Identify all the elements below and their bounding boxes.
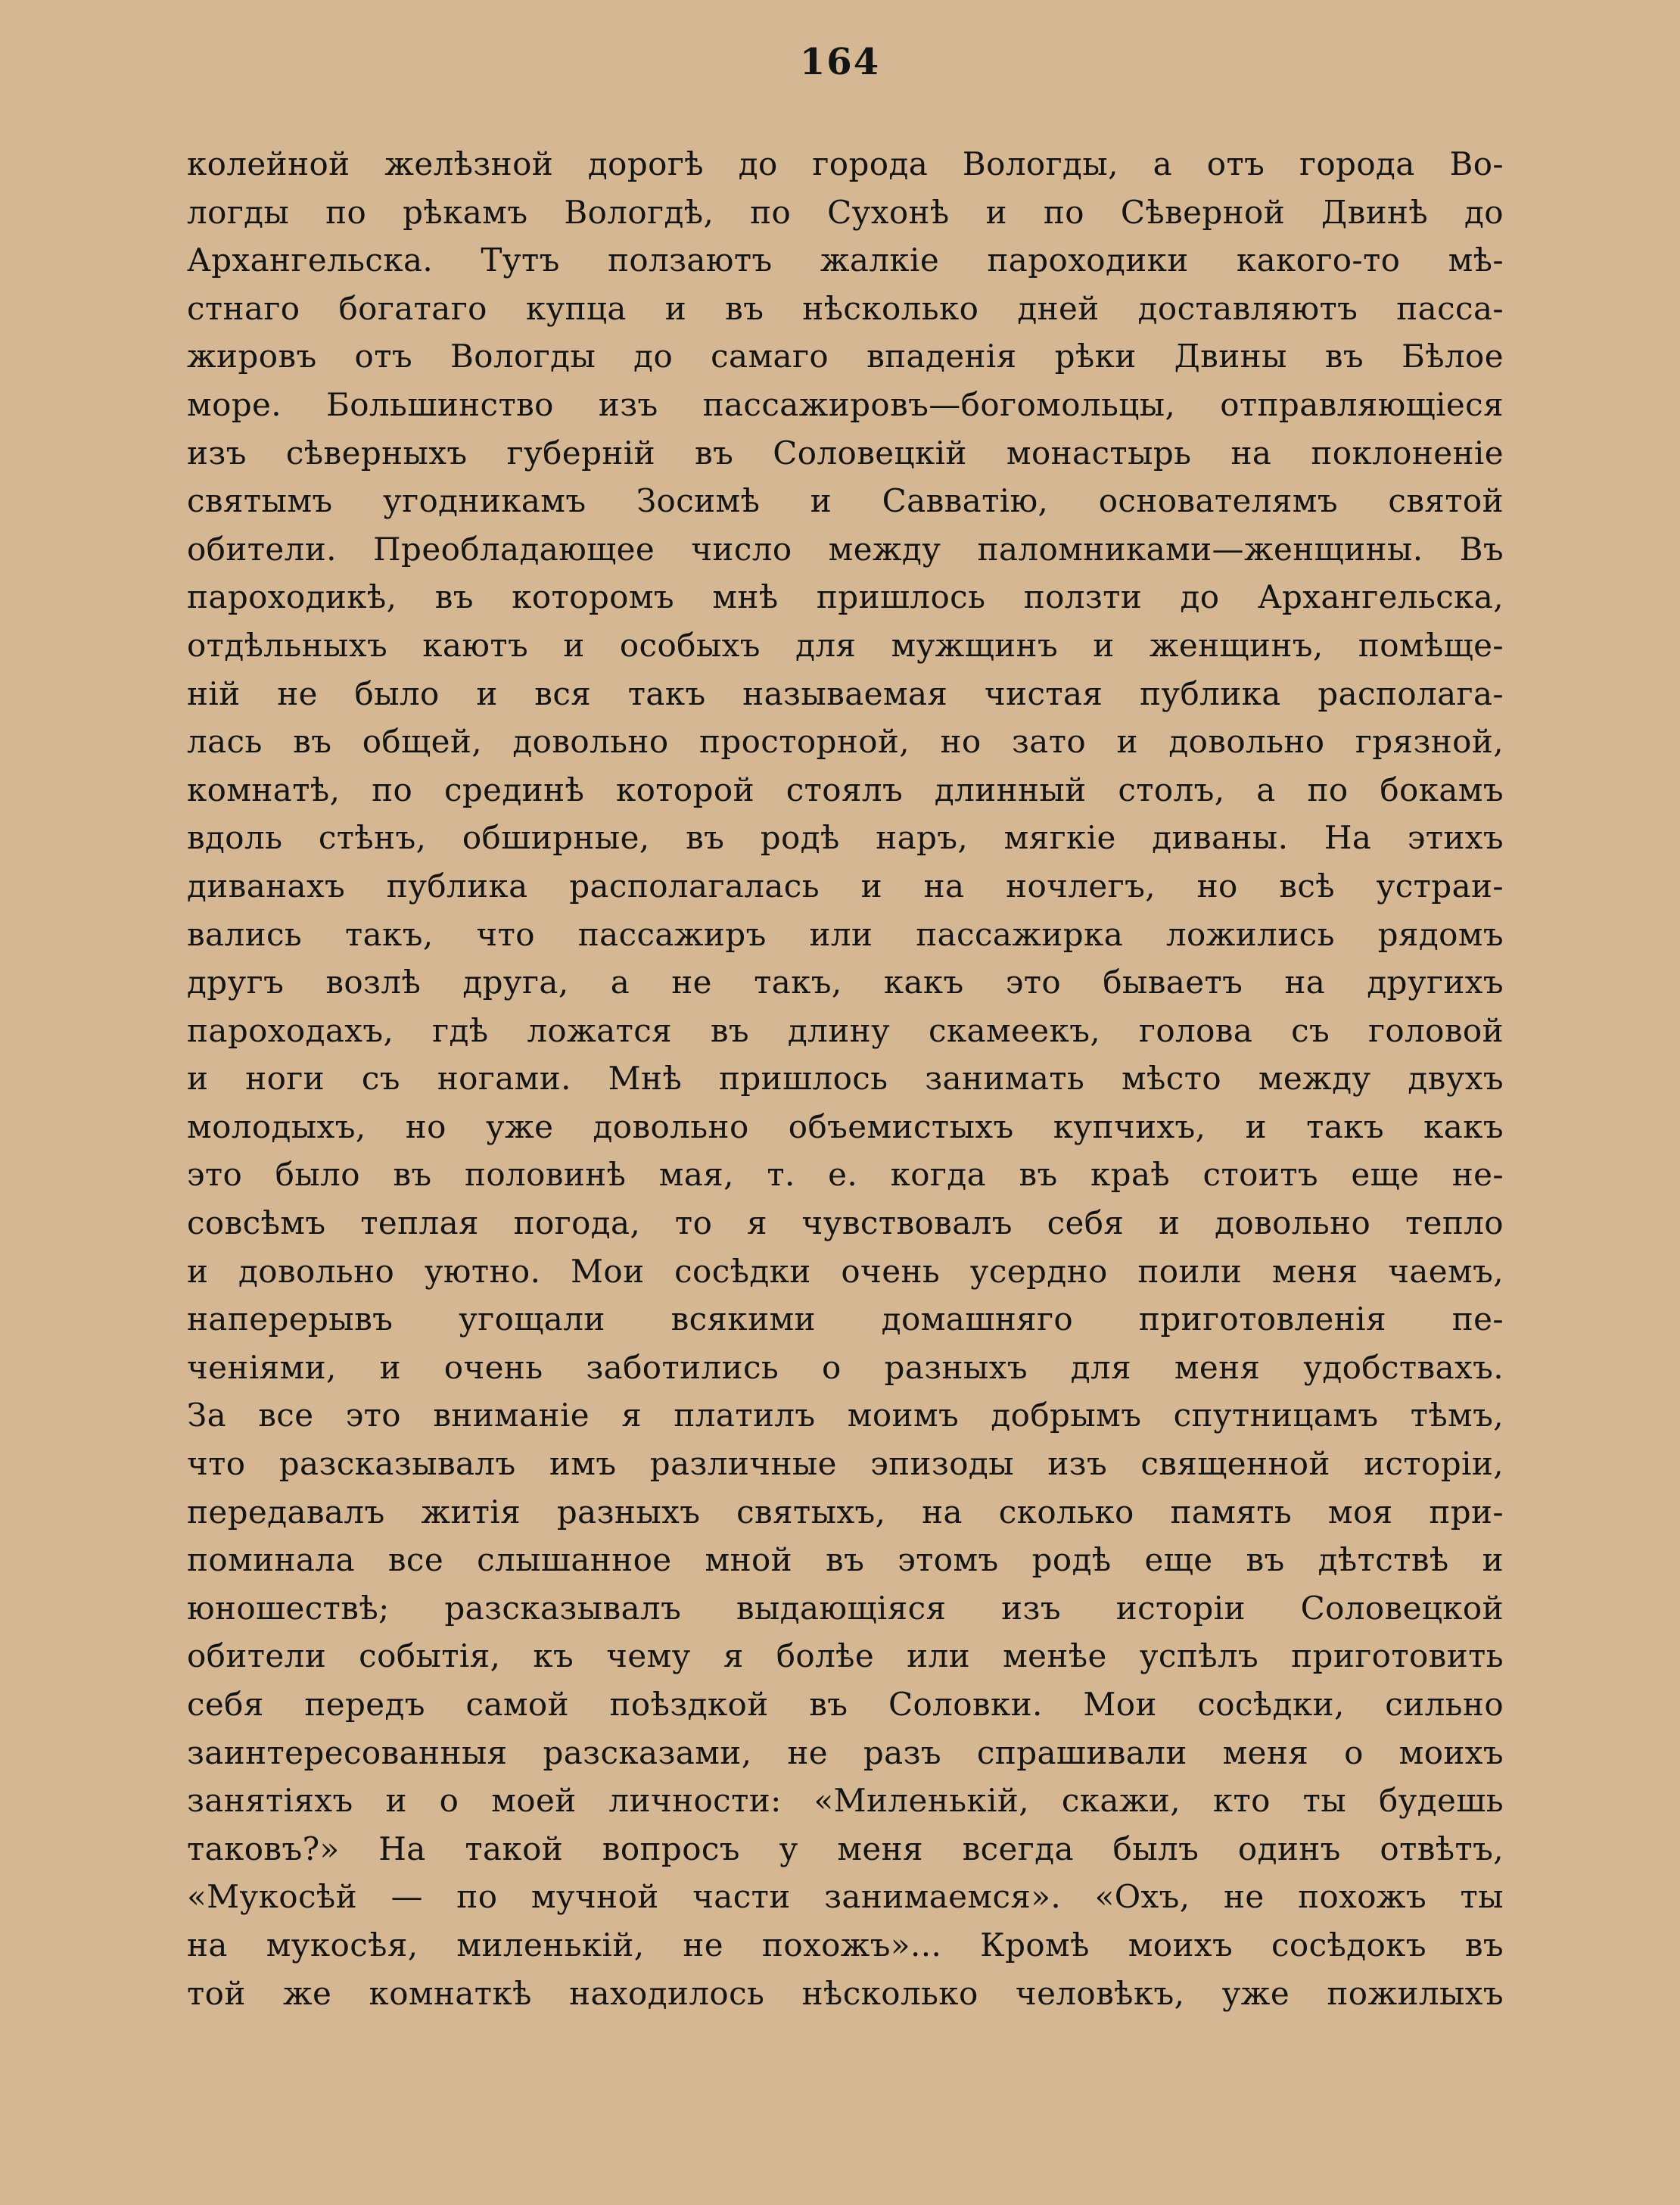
text-line: поминала все слышанное мной въ этомъ родѣ еще въ дѣтствѣ и <box>187 1541 1504 1579</box>
text-line: лась въ общей, довольно просторной, но зато и довольно грязной, <box>187 723 1504 761</box>
text-line: изъ сѣверныхъ губерній въ Соловецкій монастырь на поклоненіе <box>187 434 1504 472</box>
text-line: совсѣмъ теплая погода, то я чувствовалъ себя и довольно тепло <box>187 1204 1504 1242</box>
text-line: и довольно уютно. Мои сосѣдки очень усердно поили меня чаемъ, <box>187 1252 1504 1290</box>
body-text <box>187 140 1504 2017</box>
text-line: обители. Преобладающее число между паломниками—женщины. Въ <box>187 530 1504 568</box>
text-line: ній не было и вся такъ называемая чистая публика располага- <box>187 674 1504 712</box>
page-number: 164 <box>799 41 881 83</box>
text-line: наперерывъ угощали всякими домашняго приготовленія пе- <box>187 1300 1504 1338</box>
text-line: обители событія, къ чему я болѣе или менѣе успѣлъ приготовить <box>187 1637 1504 1675</box>
text-line: себя передъ самой поѣздкой въ Соловки. Мои сосѣдки, сильно <box>187 1686 1504 1723</box>
text-line: диванахъ публика располагалась и на ночлегъ, но всѣ устраи- <box>187 867 1504 905</box>
text-line: логды по рѣкамъ Вологдѣ, по Сухонѣ и по Сѣверной Двинѣ до <box>187 193 1504 231</box>
text-line: и ноги съ ногами. Мнѣ пришлось занимать мѣсто между двухъ <box>187 1060 1504 1098</box>
text-line: вались такъ, что пассажиръ или пассажирка ложились рядомъ <box>187 915 1504 953</box>
text-line: юношествѣ; разсказывалъ выдающіяся изъ исторіи Соловецкой <box>187 1589 1504 1627</box>
text-line: той же комнаткѣ находилось нѣсколько человѣкъ, уже пожилыхъ <box>187 1974 1504 2012</box>
text-line: заинтересованныя разсказами, не разъ спрашивали меня о моихъ <box>187 1733 1504 1771</box>
text-line: комнатѣ, по срединѣ которой стоялъ длинный столъ, а по бокамъ <box>187 771 1504 808</box>
text-line: что разсказывалъ имъ различные эпизоды изъ священной исторіи, <box>187 1445 1504 1483</box>
text-line: занятіяхъ и о моей личности: «Миленькій, скажи, кто ты будешь <box>187 1782 1504 1820</box>
text-line: Архангельска. Тутъ ползаютъ жалкіе пароходики какого-то мѣ- <box>187 241 1504 279</box>
text-line: стнаго богатаго купца и въ нѣсколько дней доставляютъ пасса- <box>187 289 1504 327</box>
text-line: ченіями, и очень заботились о разныхъ для меня удобствахъ. <box>187 1348 1504 1386</box>
text-line: море. Большинство изъ пассажировъ—богомольцы, отправляющіеся <box>187 385 1504 423</box>
text-line: пароходикѣ, въ которомъ мнѣ пришлось ползти до Архангельска, <box>187 578 1504 616</box>
text-line: вдоль стѣнъ, обширные, въ родѣ наръ, мягкіе диваны. На этихъ <box>187 819 1504 857</box>
text-line: колейной желѣзной дорогѣ до города Вологды, а отъ города Во- <box>187 145 1504 182</box>
text-line: отдѣльныхъ каютъ и особыхъ для мужщинъ и женщинъ, помѣще- <box>187 626 1504 664</box>
text-line: таковъ?» На такой вопросъ у меня всегда былъ одинъ отвѣтъ, <box>187 1830 1504 1867</box>
text-line: другъ возлѣ друга, а не такъ, какъ это бываетъ на другихъ <box>187 964 1504 1001</box>
text-line: это было въ половинѣ мая, т. е. когда въ краѣ стоитъ еще не- <box>187 1156 1504 1194</box>
text-line: на мукосѣя, миленькій, не похожъ»... Кромѣ моихъ сосѣдокъ въ <box>187 1926 1504 1964</box>
text-line: жировъ отъ Вологды до самаго впаденія рѣки Двины въ Бѣлое <box>187 338 1504 375</box>
text-line: пароходахъ, гдѣ ложатся въ длину скамеекъ, голова съ головой <box>187 1011 1504 1049</box>
text-line: передавалъ житія разныхъ святыхъ, на сколько память моя при- <box>187 1493 1504 1531</box>
text-line: молодыхъ, но уже довольно объемистыхъ купчихъ, и такъ какъ <box>187 1107 1504 1145</box>
text-line: За все это вниманіе я платилъ моимъ добрымъ спутницамъ тѣмъ, <box>187 1397 1504 1434</box>
text-line: святымъ угодникамъ Зосимѣ и Савватію, основателямъ святой <box>187 482 1504 520</box>
text-line: «Мукосѣй — по мучной части занимаемся». «Охъ, не похожъ ты <box>187 1878 1504 1916</box>
